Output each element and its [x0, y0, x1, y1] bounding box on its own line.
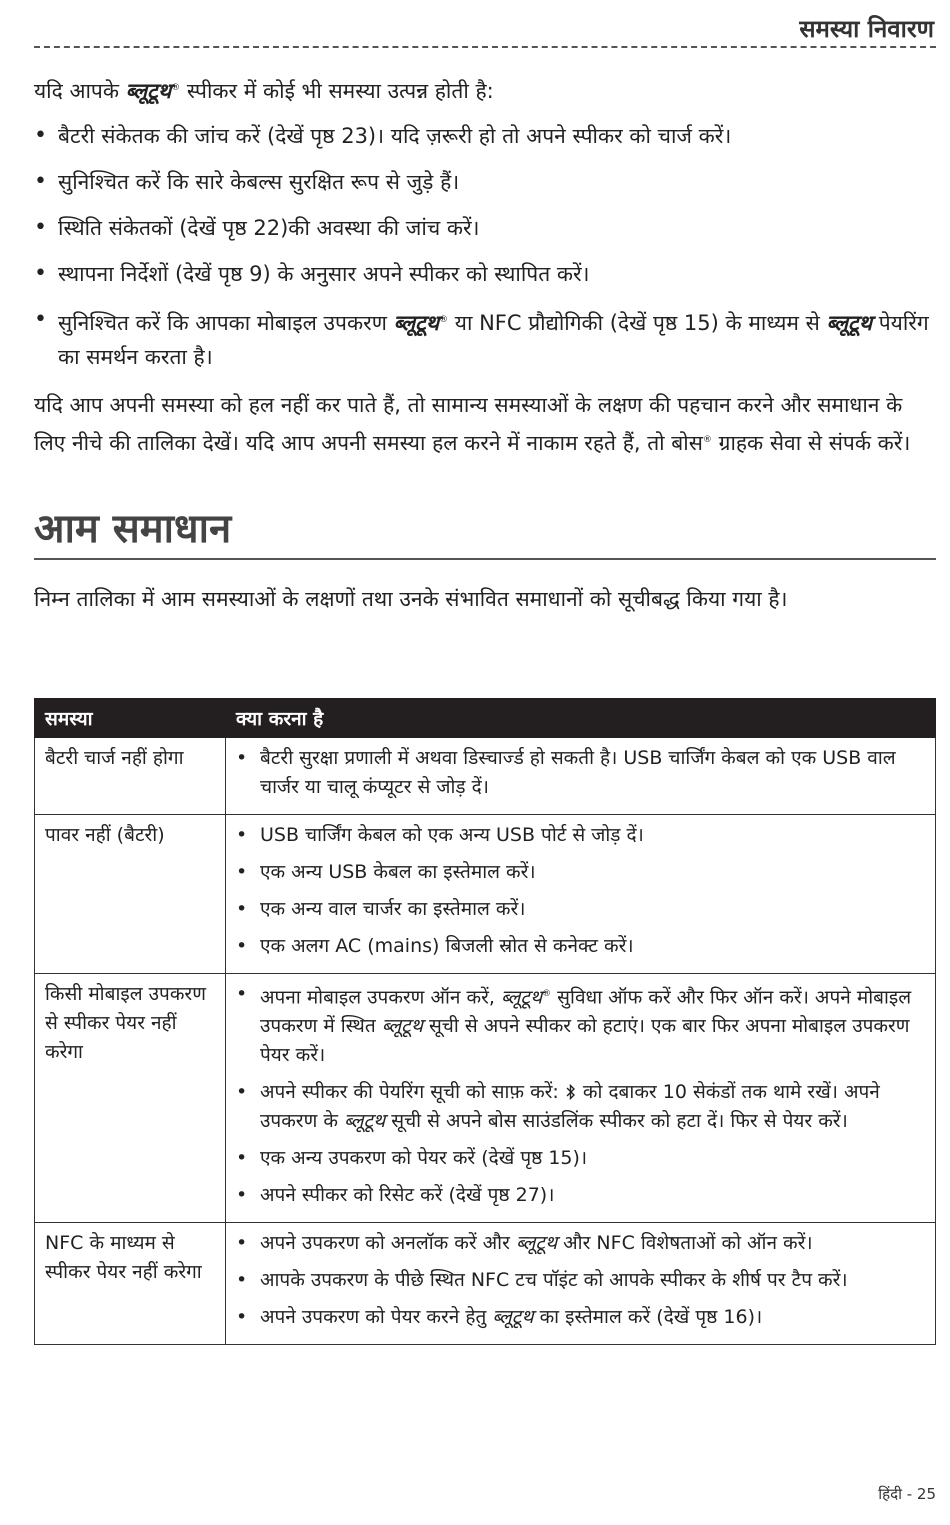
problem-cell: किसी मोबाइल उपकरण से स्पीकर पेयर नहीं करेगा [35, 974, 226, 1223]
problem-cell: बैटरी चार्ज नहीं होगा [35, 738, 226, 815]
brand-bluetooth: ब्लूटूथ [381, 1015, 423, 1038]
table-row [35, 815, 936, 974]
solution-item: • अपने स्पीकर को रिसेट करें (देखें पृष्ठ 27)। [236, 1181, 925, 1210]
solution-item: • बैटरी सुरक्षा प्रणाली में अथवा डिस्चार्ज्ड हो सकती है। USB चार्जिंग केबल को एक USB वाल चार्जर या चालू कंप्यूटर से जोड़ दें। [236, 744, 925, 802]
list-item: • स्थापना निर्देशों (देखें पृष्ठ 9) के अनुसार अपने स्पीकर को स्थापित करें। [34, 257, 936, 291]
list-item [34, 303, 936, 374]
list-item: • स्थिति संकेतकों (देखें पृष्ठ 22)की अवस्था की जांच करें। [34, 211, 936, 245]
text-fragment: अपने उपकरण को अनलॉक करें और [260, 1232, 516, 1255]
brand-bluetooth: ब्लूटूथ [393, 311, 440, 335]
brand-bluetooth: ब्लूटूथ [125, 79, 172, 103]
solution-cell [226, 1223, 936, 1345]
solution-item: • एक अलग AC (mains) बिजली स्रोत से कनेक्ट करें। [236, 932, 925, 961]
text-fragment: ग्राहक सेवा से संपर्क करें। [711, 431, 911, 455]
solution-item: • एक अन्य उपकरण को पेयर करें (देखें पृष्ठ 15)। [236, 1144, 925, 1173]
main-content [34, 70, 936, 617]
solution-item [236, 1078, 925, 1136]
text-fragment: का इस्तेमाल करें (देखें पृष्ठ 16)। [533, 1306, 763, 1329]
help-paragraph [34, 388, 936, 461]
solution-item: • आपके उपकरण के पीछे स्थित NFC टच पॉइंट को आपके स्पीकर के शीर्ष पर टैप करें। [236, 1266, 925, 1295]
list-item: • बैटरी संकेतक की जांच करें (देखें पृष्ठ 23)। यदि ज़रूरी हो तो अपने स्पीकर को चार्ज करें। [34, 119, 936, 153]
text-fragment: या NFC प्रौद्योगिकी (देखें पृष्ठ 15) के माध्यम से [448, 311, 827, 335]
text-fragment: अपना मोबाइल उपकरण ऑन करें, [260, 986, 501, 1009]
problem-cell: पावर नहीं (बैटरी) [35, 815, 226, 974]
table-row [35, 1223, 936, 1345]
registered-mark: ® [439, 315, 449, 325]
text-fragment: अपने स्पीकर की पेयरिंग सूची को साफ़ करें: [260, 1081, 565, 1104]
text-fragment: अपने उपकरण को पेयर करने हेतु [260, 1306, 493, 1329]
page-number: हिंदी - 25 [878, 1485, 936, 1503]
solution-cell [226, 738, 936, 815]
text-fragment: को दबाकर 10 सेकंडों तक थामे रखें। अपने उपकरण के [260, 1081, 880, 1133]
troubleshooting-table [34, 698, 936, 1345]
solution-item: • एक अन्य USB केबल का इस्तेमाल करें। [236, 858, 925, 887]
solution-cell [226, 974, 936, 1223]
column-header-solution: क्या करना है [226, 699, 936, 738]
solution-item: • USB चार्जिंग केबल को एक अन्य USB पोर्ट से जोड़ दें। [236, 821, 925, 850]
section-heading: आम समाधान [34, 499, 936, 560]
intro-pre: यदि आपके [34, 79, 126, 103]
text-fragment: यदि आप अपनी समस्या को हल नहीं कर पाते हैं, तो सामान्य समस्याओं के लक्षण की पहचान करने और समाधान के लिए नीचे की तालिका देखें। यदि आप अपनी समस्या हल करने में नाकाम रहते हैं, तो बोस [34, 393, 903, 455]
table-header-row [35, 699, 936, 738]
column-header-problem: समस्या [35, 699, 226, 738]
brand-bluetooth: ब्लूटूथ [515, 1232, 558, 1255]
text-fragment: पेयरिंग का समर्थन करता है। [58, 311, 929, 369]
checklist [34, 119, 936, 374]
text-fragment: सुनिश्चित करें कि आपका मोबाइल उपकरण [58, 311, 394, 335]
problem-cell: NFC के माध्यम से स्पीकर पेयर नहीं करेगा [35, 1223, 226, 1345]
bluetooth-icon [565, 1084, 577, 1100]
text-fragment: सुविधा ऑफ करें और फिर ऑन करें। अपने मोबाइल उपकरण में स्थित [260, 986, 912, 1038]
section-description: निम्न तालिका में आम समस्याओं के लक्षणों तथा उनके संभावित समाधानों को सूचीबद्ध किया गया है। [34, 587, 788, 611]
table-row [35, 738, 936, 815]
registered-mark: ® [702, 435, 712, 445]
brand-bluetooth: ब्लूटूथ [343, 1110, 386, 1133]
section-title: समस्या निवारण [799, 15, 934, 43]
solution-item: • एक अन्य वाल चार्जर का इस्तेमाल करें। [236, 895, 925, 924]
text-fragment: सूची से अपने स्पीकर को हटाएं। एक बार फिर अपना मोबाइल उपकरण पेयर करें। [260, 1015, 910, 1067]
table-row [35, 974, 936, 1223]
list-item: • सुनिश्चित करें कि सारे केबल्स सुरक्षित रूप से जुड़े हैं। [34, 165, 936, 199]
text-fragment: सूची से अपने बोस साउंडलिंक स्पीकर को हटा दें। फिर से पेयर करें। [385, 1110, 848, 1133]
section-header [34, 10, 936, 48]
solution-cell [226, 815, 936, 974]
intro-post: स्पीकर में कोई भी समस्या उत्पन्न होती है: [180, 79, 494, 103]
text-fragment: और NFC विशेषताओं को ऑन करें। [557, 1232, 813, 1255]
solution-item [236, 980, 925, 1070]
registered-mark: ® [542, 989, 552, 999]
solution-item [236, 1229, 925, 1258]
intro-text [34, 70, 936, 109]
solution-item [236, 1303, 925, 1332]
brand-bluetooth: ब्लूटूथ [826, 311, 873, 335]
registered-mark: ® [171, 83, 181, 93]
brand-bluetooth: ब्लूटूथ [492, 1306, 534, 1329]
brand-bluetooth: ब्लूटूथ [500, 986, 543, 1009]
